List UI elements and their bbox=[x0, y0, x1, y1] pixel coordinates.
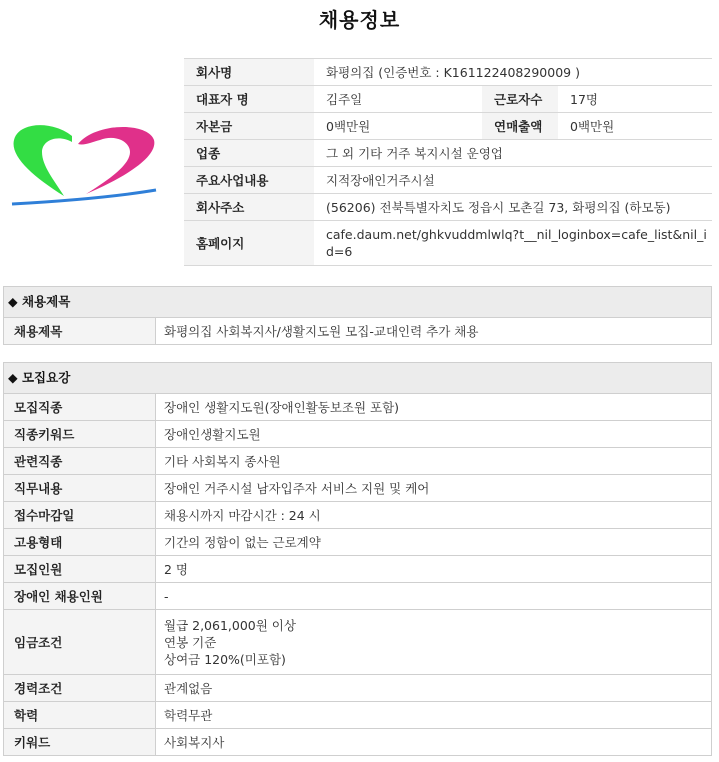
value-main-business: 지적장애인거주시설 bbox=[314, 167, 712, 194]
label-employees: 근로자수 bbox=[482, 86, 558, 113]
value-company-name: 화평의집 (인증번호 : K161122408290009 ) bbox=[314, 59, 712, 86]
value-headcount: 2 명 bbox=[164, 561, 189, 577]
company-row-address bbox=[184, 194, 712, 221]
label-disabled-hires: 장애인 채용인원 bbox=[4, 583, 156, 609]
value-revenue: 0백만원 bbox=[558, 113, 712, 140]
value-wage bbox=[156, 610, 711, 674]
company-row-business bbox=[184, 167, 712, 194]
company-row-name bbox=[184, 59, 712, 86]
label-main-business: 주요사업내용 bbox=[184, 167, 314, 194]
wage-line-bonus: 상여금 120%(미포함) bbox=[164, 651, 286, 667]
section-header-requirements: ◆ 모집요강 bbox=[4, 363, 711, 394]
section-header-job-title: ◆ 채용제목 bbox=[4, 287, 711, 318]
label-industry: 업종 bbox=[184, 140, 314, 167]
label-duties: 직무내용 bbox=[4, 475, 156, 501]
value-employees: 17명 bbox=[558, 86, 712, 113]
req-row-wage bbox=[4, 610, 711, 675]
value-education: 학력무관 bbox=[164, 707, 213, 723]
req-row-deadline bbox=[4, 502, 711, 529]
value-deadline: 채용시까지 마감시간 : 24 시 bbox=[164, 507, 321, 523]
req-row-related bbox=[4, 448, 711, 475]
wage-line-monthly: 월급 2,061,000원 이상 bbox=[164, 617, 296, 633]
value-related-occupation: 기타 사회복지 종사원 bbox=[164, 453, 281, 469]
company-row-capital bbox=[184, 113, 712, 140]
req-row-experience bbox=[4, 675, 711, 702]
value-employment-type: 기간의 정함이 없는 근로계약 bbox=[164, 534, 321, 550]
req-row-keyword bbox=[4, 729, 711, 756]
value-address: (56206) 전북특별자치도 정읍시 모촌길 73, 화평의집 (하모동) bbox=[314, 194, 712, 221]
value-capital: 0백만원 bbox=[314, 113, 482, 140]
company-row-ceo bbox=[184, 86, 712, 113]
label-headcount: 모집인원 bbox=[4, 556, 156, 582]
label-job-title: 채용제목 bbox=[4, 318, 156, 344]
value-job-title: 화평의집 사회복지사/생활지도원 모집-교대인력 추가 채용 bbox=[164, 323, 479, 339]
value-occupation: 장애인 생활지도원(장애인활동보조원 포함) bbox=[164, 399, 400, 415]
value-industry: 그 외 기타 거주 복지시설 운영업 bbox=[314, 140, 712, 167]
value-duties: 장애인 거주시설 남자입주자 서비스 지원 및 케어 bbox=[164, 480, 430, 496]
label-revenue: 연매출액 bbox=[482, 113, 558, 140]
value-experience: 관계없음 bbox=[164, 680, 213, 696]
value-disabled-hires: - bbox=[164, 588, 169, 604]
req-row-education bbox=[4, 702, 711, 729]
company-logo bbox=[8, 118, 158, 210]
req-row-employment-type bbox=[4, 529, 711, 556]
page-title: 채용정보 bbox=[318, 8, 401, 32]
value-occupation-keyword: 장애인생활지도원 bbox=[164, 426, 261, 442]
value-keyword: 사회복지사 bbox=[164, 734, 225, 750]
logo-right-stroke bbox=[78, 127, 154, 194]
job-title-section bbox=[3, 286, 712, 345]
label-experience: 경력조건 bbox=[4, 675, 156, 701]
req-row-disabled-hires bbox=[4, 583, 711, 610]
label-occupation-keyword: 직종키워드 bbox=[4, 421, 156, 447]
req-row-duties bbox=[4, 475, 711, 502]
homepage-link[interactable]: cafe.daum.net/ghkvuddmlwlq?t__nil_loginbox=cafe_list&nil_id=6 bbox=[314, 221, 712, 266]
label-keyword: 키워드 bbox=[4, 729, 156, 755]
label-address: 회사주소 bbox=[184, 194, 314, 221]
label-occupation: 모집직종 bbox=[4, 394, 156, 420]
job-title-row bbox=[4, 318, 711, 345]
req-row-headcount bbox=[4, 556, 711, 583]
label-homepage: 홈페이지 bbox=[184, 221, 314, 266]
label-ceo: 대표자 명 bbox=[184, 86, 314, 113]
requirements-section bbox=[3, 362, 712, 756]
logo-underline bbox=[12, 190, 156, 204]
req-row-occupation bbox=[4, 394, 711, 421]
label-deadline: 접수마감일 bbox=[4, 502, 156, 528]
label-company-name: 회사명 bbox=[184, 59, 314, 86]
req-row-keyword-occupation bbox=[4, 421, 711, 448]
company-row-homepage bbox=[184, 221, 712, 266]
logo-left-stroke bbox=[14, 125, 72, 196]
label-wage: 임금조건 bbox=[4, 610, 156, 674]
company-row-industry bbox=[184, 140, 712, 167]
value-ceo: 김주일 bbox=[314, 86, 482, 113]
label-education: 학력 bbox=[4, 702, 156, 728]
label-related-occupation: 관련직종 bbox=[4, 448, 156, 474]
wage-line-basis: 연봉 기준 bbox=[164, 634, 217, 650]
company-info-table bbox=[184, 58, 712, 266]
label-employment-type: 고용형태 bbox=[4, 529, 156, 555]
label-capital: 자본금 bbox=[184, 113, 314, 140]
